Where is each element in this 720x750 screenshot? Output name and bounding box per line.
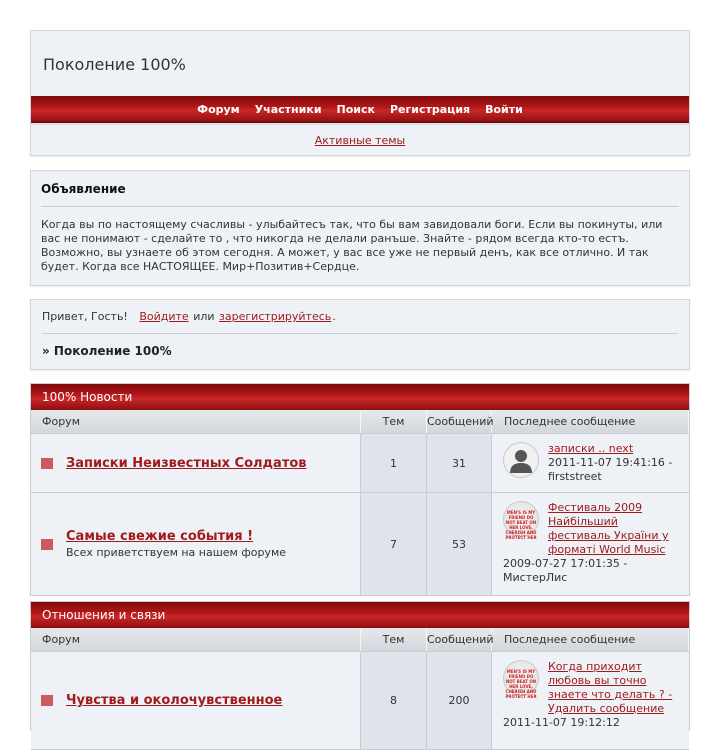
site-title: Поколение 100% — [43, 55, 186, 74]
last-post-meta: 2011-11-07 19:41:16 - firststreet — [548, 456, 673, 483]
last-post-info — [548, 442, 679, 484]
forum-status-icon — [41, 695, 53, 706]
user-avatar-icon[interactable] — [503, 442, 539, 478]
last-post-cell — [492, 652, 689, 749]
last-post-link[interactable]: Фестиваль 2009 Найбільший фестиваль України у форматі World Music — [548, 501, 669, 556]
topics-count: 7 — [390, 537, 397, 551]
register-link[interactable]: зарегистрируйтесь — [219, 310, 332, 323]
forum-link[interactable]: Самые свежие события ! — [66, 529, 254, 544]
col-posts: Сообщений — [427, 628, 492, 651]
last-post-info — [548, 501, 679, 557]
nav-forum[interactable]: Форум — [197, 102, 240, 116]
col-posts: Сообщений — [427, 410, 492, 433]
announcement-divider — [41, 206, 679, 207]
col-topics: Тем — [361, 410, 427, 433]
forum-row — [31, 493, 689, 595]
forum-link[interactable]: Чувства и околочувственное — [66, 693, 283, 708]
posts-cell — [427, 493, 492, 595]
announcement-box — [30, 170, 690, 286]
nav-search[interactable]: Поиск — [336, 102, 375, 116]
topics-cell — [361, 434, 427, 492]
breadcrumb: » Поколение 100% — [42, 344, 172, 358]
welcome-line — [42, 310, 678, 323]
last-post-link[interactable]: Когда приходит любовь вы точно знаете что делать ? - Удалить сообщение — [548, 660, 673, 715]
announcement-heading: Объявление — [41, 182, 126, 196]
posts-cell — [427, 434, 492, 492]
announcement-text: Когда вы по настоящему счасливы - улыбайтесъ так, что бы вам завидовали боги. Если вы покинуты, или вас не понимают - сделайте то , что никогда не делали ранъше. Знайте - рядом всегда кто-то естъ. Возможно, вы узнаете об этом сегодня. А может, у вас все уже не первый денъ, как все отлично. И так будет. Когда все НАСТОЯЩЕЕ. Мир+Позитив+Сердце. — [41, 218, 663, 273]
sticker-avatar-icon[interactable]: MEN'S IS MY FRIEND DO NOT BEAT ON HER LOVE, CHERISH AND PROTECT HER — [503, 501, 539, 537]
period-text: . — [332, 310, 336, 323]
forum-cell — [31, 434, 361, 492]
forum-row — [31, 652, 689, 750]
forum-status-icon — [41, 539, 53, 550]
welcome-box — [30, 299, 690, 370]
welcome-divider — [42, 333, 678, 334]
last-post-cell — [492, 493, 689, 595]
column-header-row — [31, 628, 689, 652]
nav-register[interactable]: Регистрация — [390, 102, 471, 116]
last-post-meta: 2009-07-27 17:01:35 - МистерЛис — [503, 557, 628, 584]
col-last-post: Последнее сообщение — [492, 410, 689, 433]
forum-cell — [31, 652, 361, 749]
forum-row — [31, 434, 689, 493]
col-forum: Форум — [31, 410, 361, 433]
posts-count: 53 — [452, 537, 466, 551]
user-silhouette-icon — [504, 443, 538, 477]
forum-link[interactable]: Записки Неизвестных Солдатов — [66, 455, 307, 471]
last-post-cell — [492, 434, 689, 492]
topics-cell — [361, 493, 427, 595]
forum-description: Всех приветствуем на нашем форуме — [66, 546, 287, 559]
last-post-meta: 2011-11-07 19:12:12 — [503, 716, 620, 729]
topics-count: 8 — [390, 694, 397, 707]
active-topics-bar — [31, 124, 689, 155]
or-text: или — [193, 310, 215, 323]
forum-status-icon — [41, 458, 53, 469]
column-header-row — [31, 410, 689, 434]
category-title: Отношения и связи — [31, 602, 689, 628]
header-box — [30, 30, 690, 156]
forum-cell — [31, 493, 361, 595]
nav-members[interactable]: Участники — [254, 102, 322, 116]
col-last-post: Последнее сообщение — [492, 628, 689, 651]
last-post-info — [548, 660, 679, 716]
topics-count: 1 — [390, 456, 397, 470]
category-relations — [30, 601, 690, 731]
category-news — [30, 383, 690, 596]
greeting-text: Привет, Гость! — [42, 310, 128, 323]
sticker-avatar-icon[interactable]: MEN'S IS MY FRIEND DO NOT BEAT ON HER LOVE, CHERISH AND PROTECT HER — [503, 660, 539, 696]
nav-login[interactable]: Войти — [485, 102, 523, 116]
posts-count: 31 — [452, 456, 466, 470]
posts-cell — [427, 652, 492, 749]
col-topics: Тем — [361, 628, 427, 651]
topics-cell — [361, 652, 427, 749]
last-post-link[interactable]: записки .. next — [548, 442, 634, 455]
active-topics-link[interactable]: Активные темы — [314, 133, 406, 147]
login-link[interactable]: Войдите — [139, 310, 189, 323]
main-navbar — [31, 96, 689, 123]
posts-count: 200 — [448, 694, 470, 707]
col-forum: Форум — [31, 628, 361, 651]
category-title: 100% Новости — [31, 384, 689, 410]
